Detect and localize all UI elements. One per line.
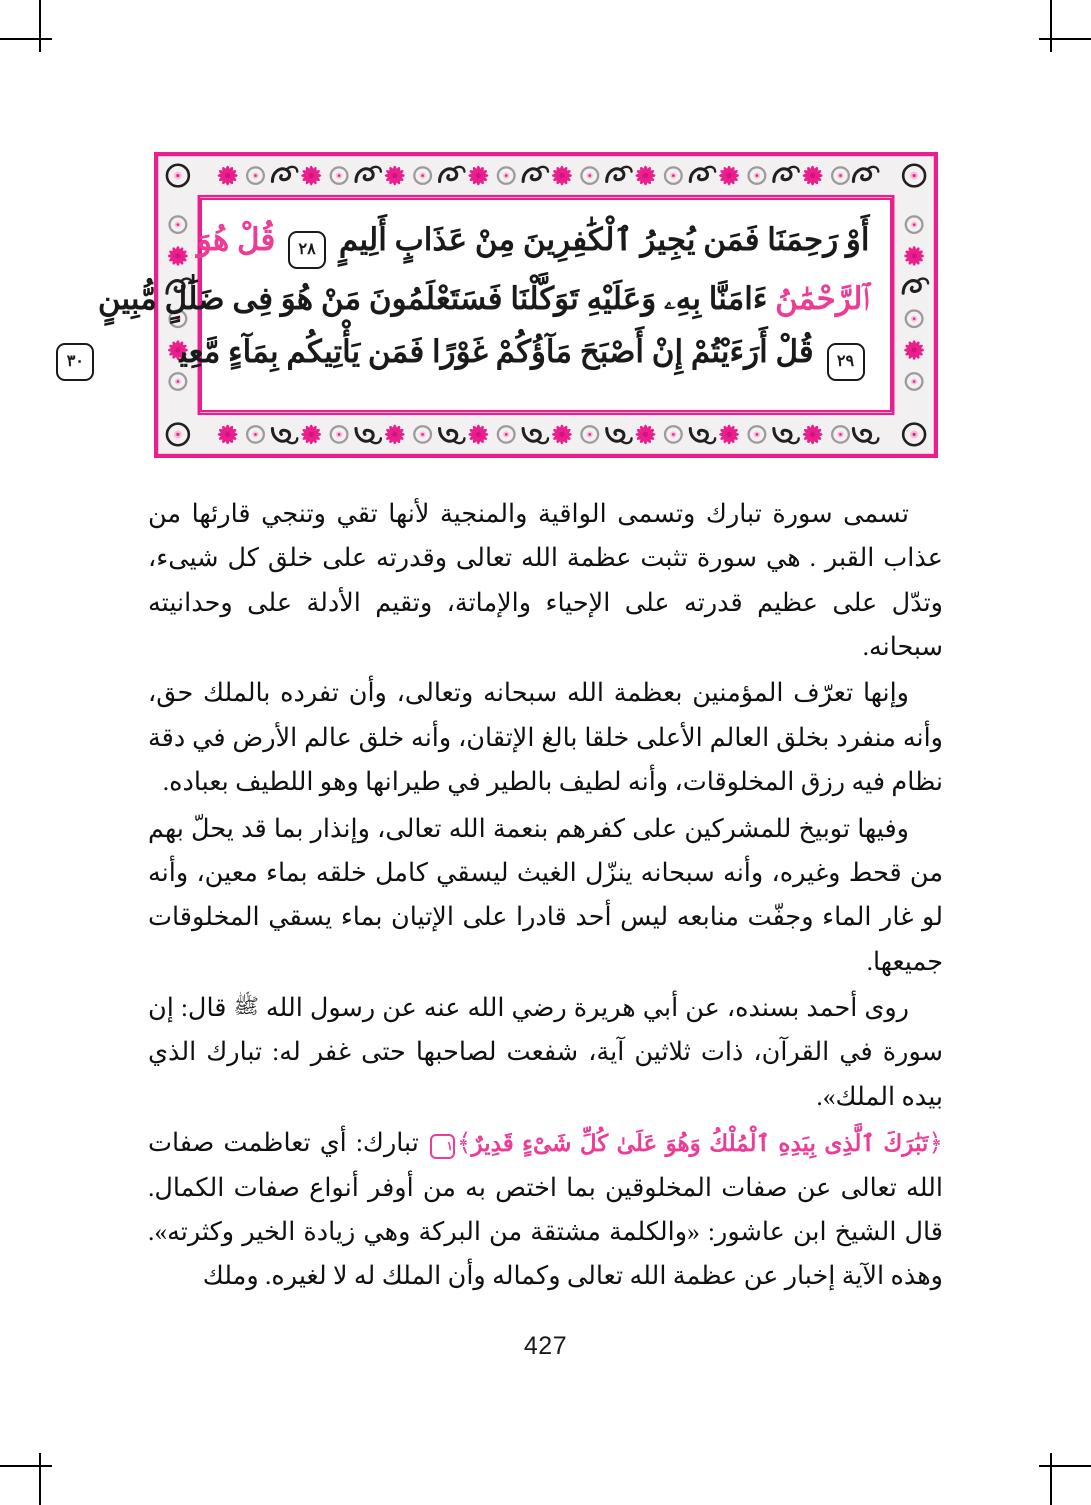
- paragraph-warning: وفيها توبيخ للمشركين على كفرهم بنعمة الله تعالى، وإنذار بما قد يحلّ بهم من قحط وغيره، وأنه سبحانه ينزّل الغيث ليسقي كامل خلقه بماء معين، وأنه لو غار الماء وجفّت منابعه ليس أحد قادرا على الإتيان بماء يسقي المخلوقات جميعها.: [148, 813, 943, 976]
- paragraph-intro: تسمى سورة تبارك وتسمى الواقية والمنجية لأنها تقي وتنجي قارئها من عذاب القبر . هي سورة تثبت عظمة الله تعالى وقدرته على خلق كل شيىء، وتدّل على عظيم قدرته على الإحياء والإماتة، وتقيم الأدلة على وحدانيته سبحانه.: [148, 499, 943, 662]
- commentary-body: [148, 492, 943, 1299]
- ayah-number-marker: ٢٨: [288, 231, 326, 269]
- ornamental-border: [66, 154, 936, 456]
- paragraph-hadith: [148, 986, 943, 1119]
- inline-ayah-text: تَبَٰرَكَ ٱلَّذِى بِيَدِهِ ٱلْمُلْكُ وَهُوَ عَلَىٰ كُلِّ شَىْءٍ قَدِيرٌ: [471, 1131, 929, 1157]
- inline-ayah-number-marker: ١: [430, 1134, 455, 1159]
- hadith-text-after: قال: إن سورة في القرآن، ذات ثلاثين آية، شفعت لصاحبها حتى غفر له: تبارك الذي بيده الملك».: [148, 992, 943, 1111]
- divine-name-highlight: ٱلرَّحْمَٰنُ: [775, 281, 870, 316]
- ayah-number-marker: ٣٠: [56, 343, 94, 381]
- ayah-close-bracket-icon: ﴾: [456, 1130, 472, 1158]
- ayah-line-3: [66, 328, 870, 381]
- ayah-number-marker: ٢٩: [827, 343, 865, 381]
- ayah-segment-highlight: قُلْ هُوَ: [196, 222, 276, 257]
- ayah-line-1: [196, 216, 870, 269]
- inline-ayah-quote: [428, 1131, 943, 1156]
- ayah-segment: ءَامَنَّا بِهِۦ وَعَلَيْهِ تَوَكَّلْنَا فَسَتَعْلَمُونَ مَنْ هُوَ فِى ضَلَٰلٍ مُّبِينٍ: [97, 281, 768, 316]
- paragraph-tafsir: [148, 1121, 943, 1299]
- hadith-text-before: روى أحمد بسنده، عن أبي هريرة رضي الله عنه عن رسول الله: [258, 992, 909, 1022]
- page-number: 427: [523, 1332, 568, 1360]
- paragraph-believers: وإنها تعرّف المؤمنين بعظمة الله سبحانه وتعالى، وأن تفرده بالملك حق، وأنه منفرد بخلق العالم الأعلى خلقا بالغ الإتقان، وأنه خلق عالم الأرض في دقة نظام فيه رزق المخلوقات، وأنه لطيف بالطير في طيرانها وهو اللطيف بعباده.: [148, 678, 943, 797]
- tafsir-text: تبارك: أي تعاظمت صفات الله تعالى عن صفات المخلوقين بما اختص به من أوفر أنواع صفات الكمال. قال الشيخ ابن عاشور: «والكلمة مشتقة من البركة وهي زيادة الخير وكثرته». وهذه الآية إخبار عن عظمة الله تعالى وكماله وأن الملك له لا لغيره. وملك: [148, 1128, 943, 1291]
- ayah-line-2: [97, 275, 870, 322]
- quran-text-area: [66, 198, 892, 412]
- quran-verse-frame: [66, 152, 938, 458]
- ayah-segment: أَوْ رَحِمَنَا فَمَن يُجِيرُ ٱلْكَٰفِرِينَ مِنْ عَذَابٍ أَلِيمٍ: [338, 222, 870, 257]
- ayah-segment: قُلْ أَرَءَيْتُمْ إِنْ أَصْبَحَ مَآؤُكُمْ غَوْرًا فَمَن يَأْتِيكُم بِمَآءٍ مَّعِينٍۭ: [107, 334, 814, 370]
- sallallahu-alayhi-wasallam-icon: ﷺ: [233, 993, 259, 1018]
- ayah-open-bracket-icon: ﴿: [928, 1130, 943, 1158]
